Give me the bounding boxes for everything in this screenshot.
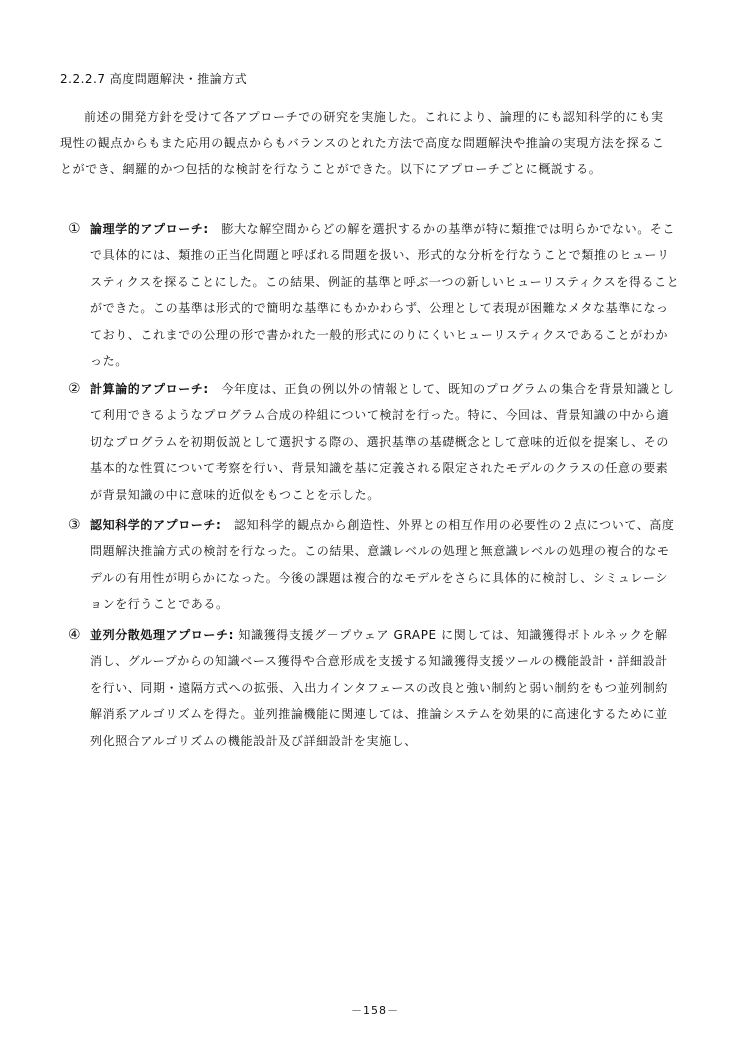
item-number: ③ <box>68 517 81 533</box>
item-number: ② <box>68 381 81 397</box>
item-title: 認知科学的アプローチ: <box>90 518 222 532</box>
approach-item-parallel <box>68 622 680 754</box>
item-body <box>90 622 680 754</box>
section-heading: 2.2.2.7 高度問題解決・推論方式 <box>60 72 248 86</box>
item-number: ④ <box>68 627 81 643</box>
approach-item-logical <box>68 216 680 374</box>
item-title: 論理学的アプローチ: <box>90 222 209 236</box>
item-title: 並列分散処理アプローチ: <box>90 628 234 642</box>
approach-item-cognitive <box>68 512 680 618</box>
item-body <box>90 216 680 374</box>
item-number: ① <box>68 221 81 237</box>
item-text: 知識獲得支援グ－プウェア GRAPE に関しては、知識獲得ボトルネックを解消し、グループからの知識ベース獲得や合意形成を支援する知識獲得支援ツールの機能設計・詳細設計を行い、同期・遠隔方式への拡張、入出力インタフェースの改良と強い制約と弱い制約をもつ並列制約解消系アルゴリズムを得た。並列推論機能に関連しては、推論システムを効果的に高速化するために並列化照合アルゴリズムの機能設計及び詳細設計を実施し、 <box>90 628 668 748</box>
item-text: 今年度は、正負の例以外の情報として、既知のプログラムの集合を背景知識として利用できるようなプログラム合成の枠組について検討を行った。特に、今回は、背景知識の中から適切なプログラムを初期仮説として選択する際の、選択基準の基礎概念として意味的近似を提案し、その基本的な性質について考察を行い、背景知識を基に定義される限定されたモデルのクラスの任意の要素が背景知識の中に意味的近似をもつことを示した。 <box>90 382 675 502</box>
item-text: 認知科学的観点から創造性、外界との相互作用の必要性の２点について、高度問題解決推論方式の検討を行なった。この結果、意識レベルの処理と無意識レベルの処理の複合的なモデルの有用性が明らかになった。今後の課題は複合的なモデルをさらに具体的に検討し、シミュレーションを行うことである。 <box>90 518 675 612</box>
approach-item-computational <box>68 376 680 508</box>
item-body <box>90 376 680 508</box>
item-text: 膨大な解空間からどの解を選択するかの基準が特に類推では明らかでない。そこで具体的には、類推の正当化問題と呼ばれる問題を扱い、形式的な分析を行なうことで類推のヒューリスティクスを探ることにした。この結果、例証的基準と呼ぶ一つの新しいヒューリスティクスを得ることができた。この基準は形式的で簡明な基準にもかかわらず、公理として表現が困難なメタな基準になっており、これまでの公理の形で書かれた一般的形式にのりにくいヒューリスティクスであることがわかった。 <box>90 222 680 369</box>
item-title: 計算論的アプローチ: <box>90 382 209 396</box>
item-body <box>90 512 680 618</box>
page-number: －158－ <box>351 1004 399 1017</box>
intro-paragraph: 前述の開発方針を受けて各アプローチでの研究を実施した。これにより、論理的にも認知科学的にも実現性の観点からもまた応用の観点からもバランスのとれた方法で高度な問題解決や推論の実現方法を探ることができ、網羅的かつ包括的な検討を行なうことができた。以下にアプローチごとに概説する。 <box>60 110 665 176</box>
